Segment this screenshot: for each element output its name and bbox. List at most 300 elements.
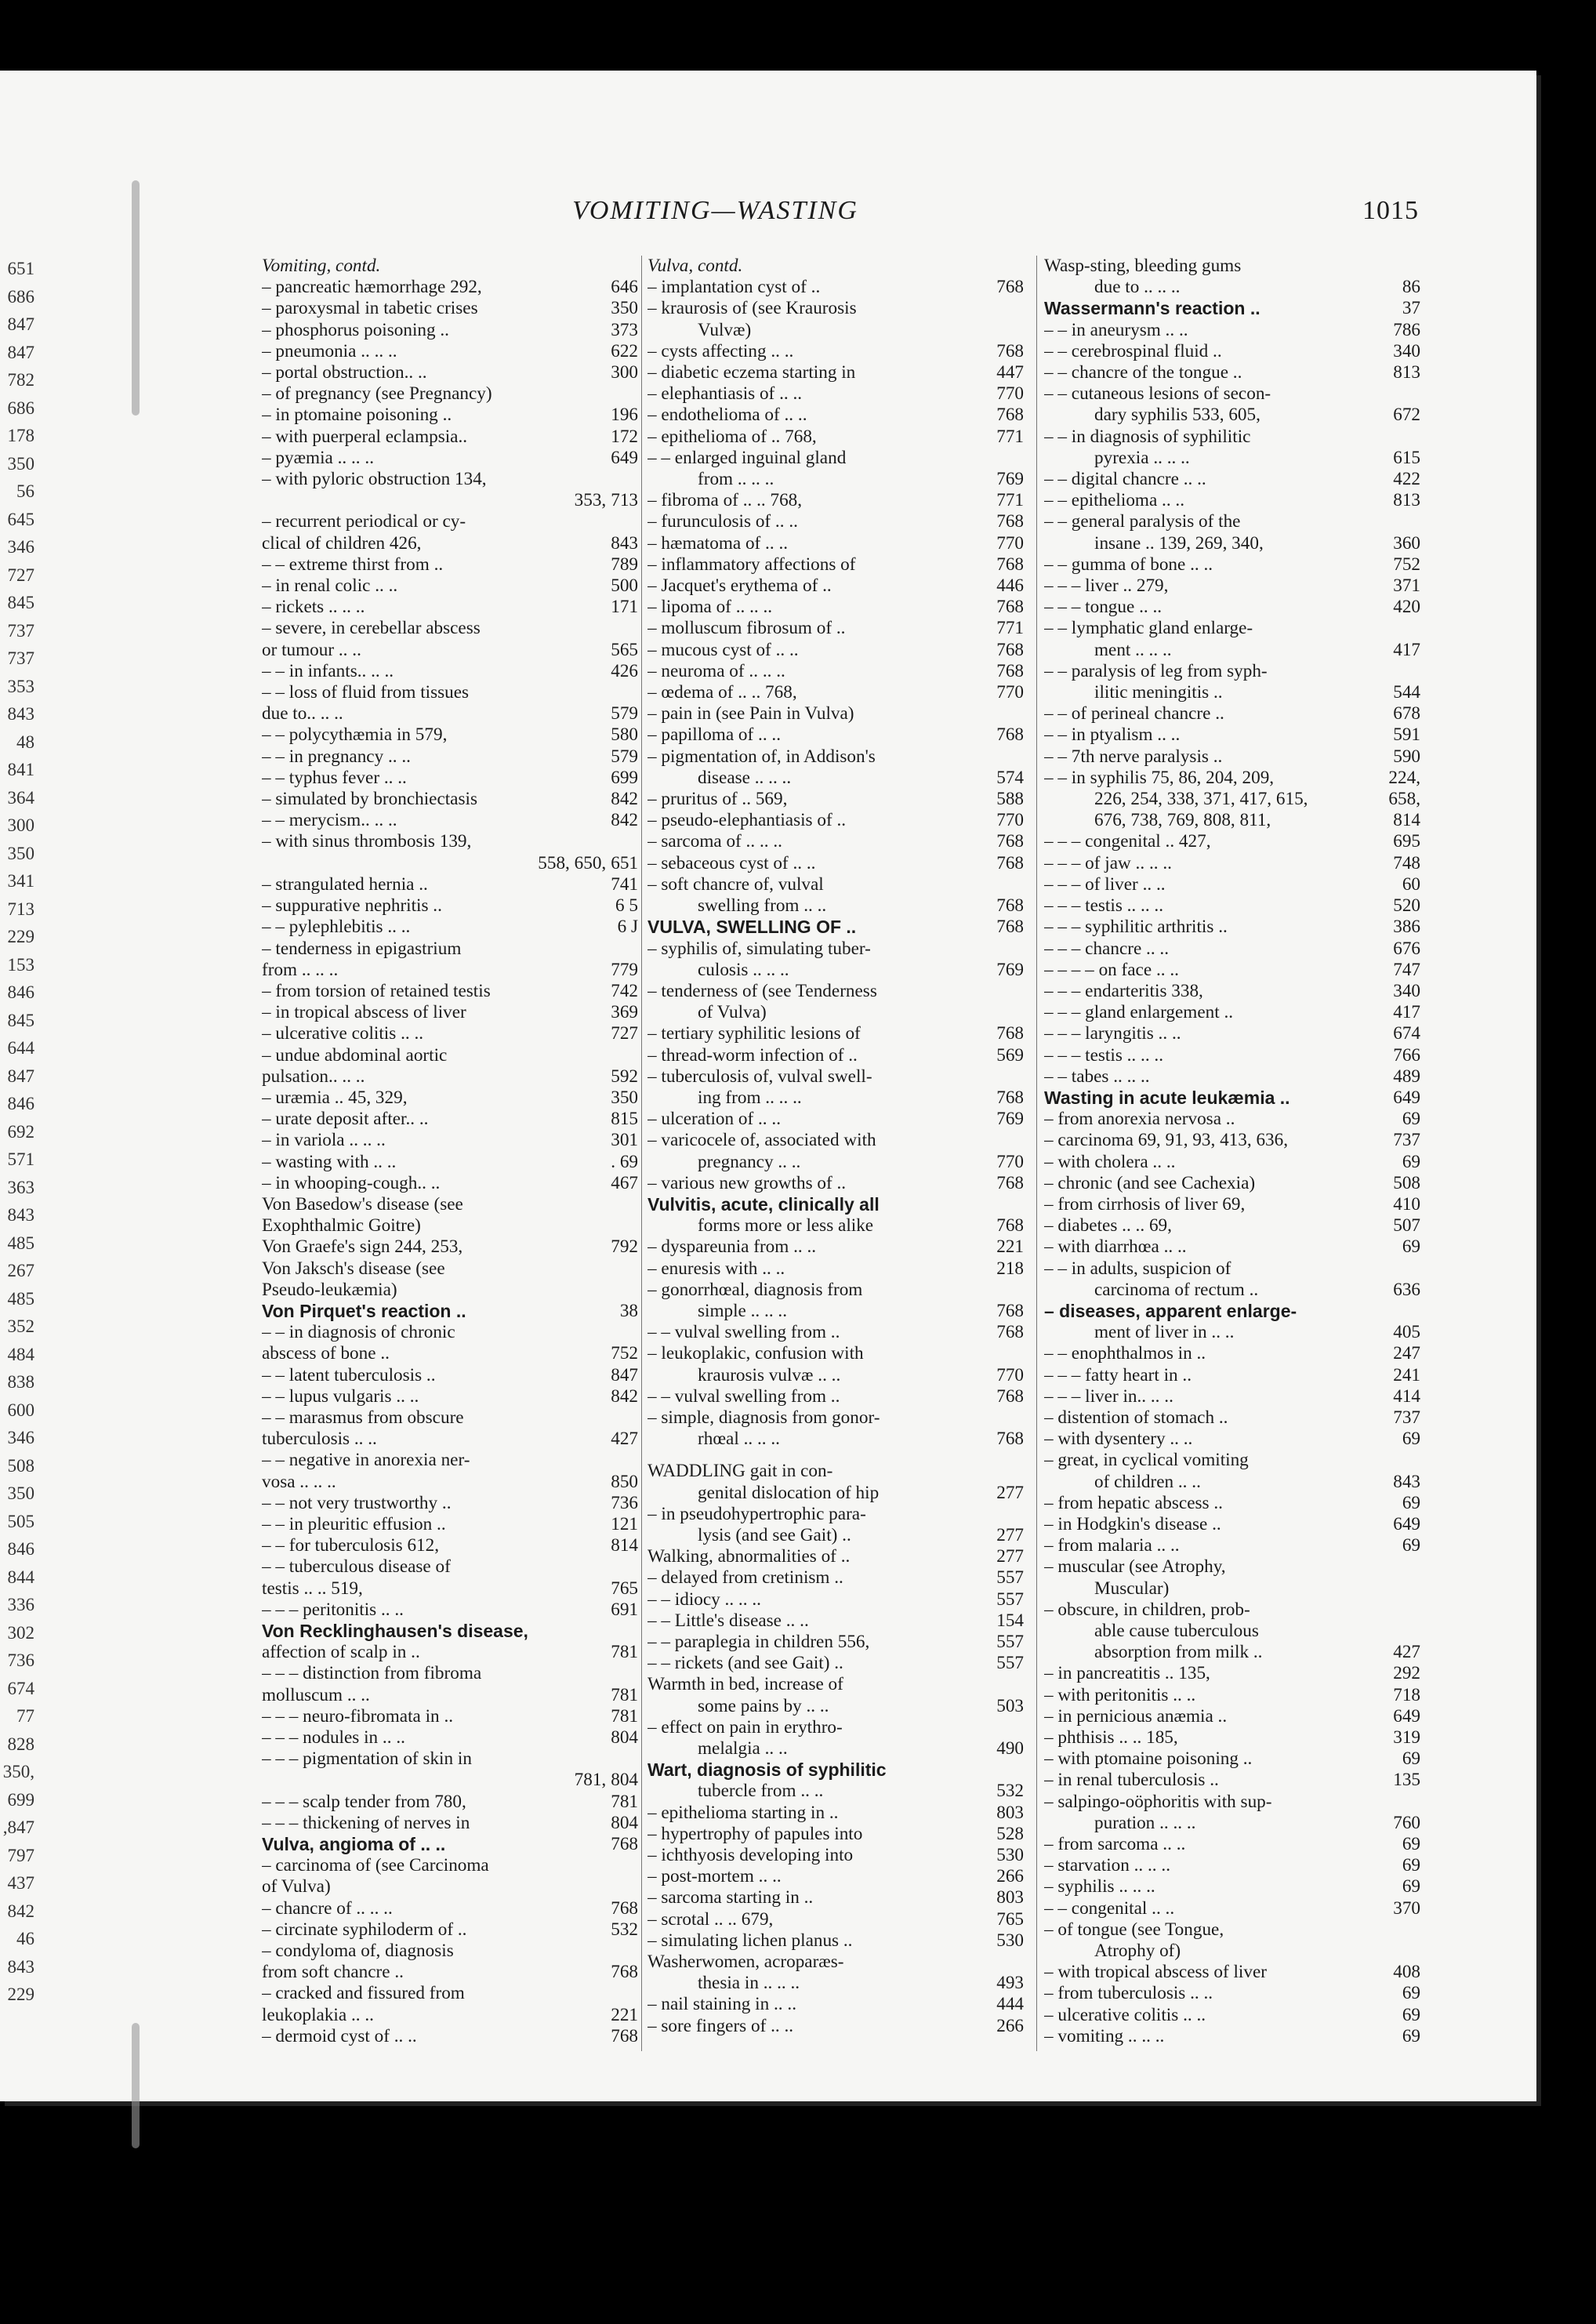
index-entry	[262, 1386, 638, 1407]
entry-text: – fibroma of .. .. 768,	[647, 490, 803, 511]
index-entry	[1044, 490, 1420, 511]
entry-text: – – typhus fever .. ..	[262, 767, 407, 788]
index-entry	[262, 1236, 638, 1258]
index-entry	[1044, 831, 1420, 852]
index-entry	[647, 1152, 1024, 1173]
index-entry	[262, 1983, 638, 2004]
index-entry	[1044, 256, 1420, 277]
gutter-number: 845	[7, 593, 34, 612]
entry-page-ref: 69	[1402, 1429, 1420, 1450]
entry-text: – from anorexia nervosa ..	[1044, 1109, 1235, 1130]
gutter-number: 346	[7, 537, 34, 557]
entry-page-ref: 748	[1393, 852, 1420, 873]
index-entry	[647, 1236, 1024, 1258]
entry-page-ref: 678	[1393, 703, 1420, 724]
index-entry	[647, 341, 1024, 362]
entry-text: – with puerperal eclampsia..	[262, 426, 468, 447]
entry-page-ref	[1416, 1578, 1420, 1600]
entry-text: Von Basedow's disease (see	[262, 1193, 463, 1215]
entry-text: – great, in cyclical vomiting	[1044, 1450, 1249, 1471]
gutter-number: 508	[7, 1455, 34, 1476]
index-entry	[1044, 1002, 1420, 1023]
index-entry	[647, 576, 1024, 597]
index-entry	[647, 853, 1024, 874]
entry-text: – diseases, apparent enlarge-	[1044, 1300, 1297, 1321]
entry-text: – uræmia .. 45, 329,	[262, 1087, 408, 1108]
index-entry	[647, 362, 1024, 383]
index-entry	[262, 533, 638, 554]
entry-text: – syphilis of, simulating tuber-	[647, 938, 871, 959]
index-entry	[262, 1770, 638, 1791]
entry-page-ref: 843	[611, 532, 638, 554]
entry-page-ref: 814	[1393, 810, 1420, 831]
entry-text: vosa .. .. ..	[262, 1471, 336, 1492]
entry-text: – – latent tuberculosis ..	[262, 1364, 436, 1385]
index-entry	[1044, 277, 1420, 298]
entry-text: absorption from milk ..	[1094, 1642, 1263, 1663]
gutter-number: 843	[7, 704, 34, 724]
index-entry	[647, 1504, 1024, 1525]
index-entry	[1044, 1152, 1420, 1173]
entry-page-ref: 768	[996, 639, 1024, 660]
column-rule	[1036, 256, 1037, 2051]
entry-page-ref: 768	[996, 724, 1024, 746]
entry-page-ref: 768	[996, 895, 1024, 917]
index-column-2	[647, 256, 1024, 2037]
entry-page-ref: 768	[996, 277, 1024, 298]
entry-text: – pain in (see Pain in Vulva)	[647, 703, 854, 724]
entry-page-ref: 60	[1402, 873, 1420, 895]
entry-text: of Vulva)	[262, 1876, 331, 1897]
entry-page-ref: 69	[1402, 1492, 1420, 1513]
running-title: VOMITING—WASTING	[572, 196, 858, 225]
entry-page-ref	[1019, 256, 1024, 277]
index-entry	[1044, 1792, 1420, 1813]
entry-text: ment .. .. ..	[1094, 639, 1172, 660]
index-entry	[262, 341, 638, 362]
entry-page-ref: 768	[996, 1385, 1024, 1407]
entry-page-ref: 69	[1402, 1876, 1420, 1897]
entry-text: – ichthyosis developing into	[647, 1845, 854, 1866]
entry-page-ref	[1019, 874, 1024, 895]
gutter-number: 843	[7, 1205, 34, 1225]
index-entry	[1044, 448, 1420, 469]
index-column-3	[1044, 256, 1420, 2047]
entry-text: of Vulva)	[698, 1002, 767, 1023]
entry-text: – pigmentation of, in Addison's	[647, 746, 876, 767]
entry-page-ref: 490	[996, 1738, 1024, 1759]
entry-page-ref	[633, 1855, 638, 1876]
index-entry	[262, 320, 638, 341]
index-entry	[647, 554, 1024, 576]
entry-text: – undue abdominal aortic	[262, 1044, 448, 1066]
index-entry	[262, 362, 638, 383]
index-entry	[647, 1803, 1024, 1824]
entry-page-ref	[633, 682, 638, 703]
entry-text: – kraurosis of (see Kraurosis	[647, 298, 857, 319]
entry-page-ref	[633, 1045, 638, 1066]
entry-page-ref: 69	[1402, 1109, 1420, 1130]
entry-text: – portal obstruction.. ..	[262, 362, 427, 383]
index-entry	[1044, 618, 1420, 639]
index-entry	[1044, 1322, 1420, 1343]
index-entry	[1044, 1472, 1420, 1493]
entry-text: – – vulval swelling from ..	[647, 1385, 840, 1407]
index-entry	[262, 1727, 638, 1748]
index-entry	[647, 383, 1024, 405]
entry-text: – – – – on face .. ..	[1044, 959, 1179, 980]
index-entry	[262, 874, 638, 895]
index-entry	[1044, 981, 1420, 1002]
entry-page-ref: 508	[1393, 1172, 1420, 1193]
index-entry	[647, 405, 1024, 426]
entry-page-ref: 649	[611, 447, 638, 468]
entry-page-ref: 727	[611, 1023, 638, 1044]
index-entry	[1044, 1130, 1420, 1151]
index-entry	[647, 1717, 1024, 1738]
entry-page-ref: 768	[996, 1087, 1024, 1108]
index-entry	[262, 298, 638, 319]
entry-text: – Jacquet's erythema of ..	[647, 576, 832, 597]
entry-page-ref: 417	[1393, 639, 1420, 660]
gutter-number: 353	[7, 676, 34, 696]
entry-page-ref: 768	[611, 2025, 638, 2046]
index-entry	[1044, 874, 1420, 895]
entry-text: Von Pirquet's reaction ..	[262, 1300, 466, 1321]
entry-text: – – cutaneous lesions of secon-	[1044, 383, 1271, 405]
entry-page-ref: 530	[996, 1845, 1024, 1866]
entry-text: – – extreme thirst from ..	[262, 554, 444, 575]
gutter-number: 651	[7, 259, 34, 278]
entry-page-ref: 813	[1393, 362, 1420, 383]
entry-page-ref: 224,	[1388, 767, 1420, 788]
index-entry	[647, 1365, 1024, 1386]
entry-text: – dyspareunia from .. ..	[647, 1236, 817, 1258]
entry-page-ref: 768	[611, 1834, 638, 1855]
entry-page-ref: 770	[996, 1151, 1024, 1172]
entry-text: insane .. 139, 269, 340,	[1094, 532, 1264, 554]
entry-text: Vulvæ)	[698, 319, 752, 340]
entry-page-ref	[1416, 1792, 1420, 1813]
index-entry	[1044, 1621, 1420, 1642]
index-entry	[262, 1173, 638, 1194]
gutter-number: 846	[7, 1094, 34, 1113]
entry-text: – soft chancre of, vulval	[647, 873, 824, 895]
index-entry	[262, 1535, 638, 1556]
gutter-number: 841	[7, 760, 34, 779]
gutter-number: 686	[7, 398, 34, 418]
entry-page-ref	[633, 1556, 638, 1578]
entry-text: – varicocele of, associated with	[647, 1130, 876, 1151]
entry-text: – in whooping-cough.. ..	[262, 1172, 441, 1193]
entry-page-ref	[633, 511, 638, 532]
index-entry	[647, 511, 1024, 532]
index-entry	[1044, 1258, 1420, 1280]
entry-page-ref: 804	[611, 1770, 638, 1791]
index-entry	[1044, 1642, 1420, 1663]
entry-text: – in variola .. .. ..	[262, 1130, 386, 1151]
entry-text: – hæmatoma of .. ..	[647, 532, 789, 554]
index-entry	[647, 1738, 1024, 1759]
entry-page-ref: 69	[1402, 1236, 1420, 1258]
entry-page-ref	[633, 469, 638, 490]
index-entry	[647, 682, 1024, 703]
index-entry	[1044, 1727, 1420, 1748]
index-entry	[647, 1674, 1024, 1695]
index-entry	[262, 511, 638, 532]
entry-text: – from hepatic abscess ..	[1044, 1492, 1223, 1513]
entry-text: Vulva, angioma of .. ..	[262, 1834, 446, 1855]
entry-text: 676, 738, 769, 808, 811,	[1094, 810, 1271, 831]
entry-page-ref	[633, 1450, 638, 1471]
index-entry	[1044, 1535, 1420, 1556]
entry-page-ref: 408	[1393, 1962, 1420, 1983]
index-entry	[647, 874, 1024, 895]
index-entry	[262, 1792, 638, 1813]
index-entry	[647, 1483, 1024, 1504]
entry-page-ref	[1416, 511, 1420, 532]
gutter-number: 350	[7, 843, 34, 863]
entry-text: – – not very trustworthy ..	[262, 1492, 452, 1513]
gutter-number: 350	[7, 1483, 34, 1503]
entry-text: Wassermann's reaction ..	[1044, 298, 1260, 319]
index-entry	[262, 1919, 638, 1941]
index-entry	[262, 1962, 638, 1983]
index-entry	[262, 768, 638, 789]
entry-text: – tenderness of (see Tenderness	[647, 980, 877, 1001]
index-entry	[647, 1632, 1024, 1653]
entry-page-ref	[1019, 703, 1024, 724]
entry-page-ref: 69	[1402, 1834, 1420, 1855]
entry-page-ref	[633, 1322, 638, 1343]
entry-page-ref: 574	[996, 767, 1024, 788]
index-entry	[1044, 1088, 1420, 1109]
entry-text: – ulceration of .. ..	[647, 1109, 781, 1130]
index-entry	[262, 448, 638, 469]
entry-page-ref: 737	[1393, 1407, 1420, 1428]
gutter-number: 437	[7, 1873, 34, 1893]
gutter-number: 571	[7, 1149, 34, 1169]
entry-text: – – in pleuritic effusion ..	[262, 1513, 446, 1534]
index-entry	[262, 554, 638, 576]
index-entry	[262, 2026, 638, 2047]
index-entry	[262, 277, 638, 298]
gutter-number: 153	[7, 954, 34, 975]
entry-text: – from malaria .. ..	[1044, 1535, 1180, 1556]
entry-text: – – enlarged inguinal gland	[647, 447, 847, 468]
index-entry	[1044, 1365, 1420, 1386]
entry-text: – pneumonia .. .. ..	[262, 340, 397, 361]
gutter-number: 600	[7, 1400, 34, 1420]
entry-text: – – – gland enlargement ..	[1044, 1002, 1234, 1023]
index-entry	[262, 1407, 638, 1429]
entry-page-ref: 417	[1393, 1002, 1420, 1023]
entry-text: – rickets .. .. ..	[262, 597, 365, 618]
entry-text: Wart, diagnosis of syphilitic	[647, 1759, 887, 1781]
index-entry	[262, 853, 638, 874]
entry-text: 558, 650,	[538, 852, 607, 873]
entry-text: – – – liver in.. .. ..	[1044, 1385, 1173, 1407]
index-entry	[647, 277, 1024, 298]
entry-text: molluscum .. ..	[262, 1684, 370, 1705]
index-entry	[647, 320, 1024, 341]
entry-page-ref: 760	[1393, 1812, 1420, 1833]
entry-text: – endothelioma of .. ..	[647, 405, 807, 426]
index-entry	[262, 831, 638, 852]
entry-page-ref: 386	[1393, 917, 1420, 938]
gutter-number: 505	[7, 1511, 34, 1531]
entry-page-ref: 781	[611, 1684, 638, 1705]
gutter-number: 737	[7, 648, 34, 668]
index-entry	[647, 1322, 1024, 1343]
entry-page-ref: 792	[611, 1236, 638, 1258]
entry-page-ref: 768	[996, 340, 1024, 361]
entry-text: from .. .. ..	[698, 469, 774, 490]
entry-text: – – general paralysis of the	[1044, 511, 1241, 532]
entry-page-ref	[1416, 1258, 1420, 1280]
entry-page-ref: 768	[996, 831, 1024, 852]
gutter-number: 844	[7, 1567, 34, 1587]
entry-text: – – tabes .. .. ..	[1044, 1066, 1150, 1087]
entry-page-ref	[1019, 1759, 1024, 1781]
index-entry	[647, 768, 1024, 789]
index-entry	[647, 1194, 1024, 1215]
index-entry	[647, 831, 1024, 852]
entry-page-ref: 769	[996, 959, 1024, 980]
index-entry	[647, 1994, 1024, 2015]
entry-page-ref: 646	[611, 277, 638, 298]
entry-page-ref: 528	[996, 1823, 1024, 1844]
entry-text: – – in ptyalism .. ..	[1044, 724, 1181, 746]
entry-text: – – – endarteritis 338,	[1044, 980, 1203, 1001]
index-entry	[647, 1546, 1024, 1567]
entry-text: – in tropical abscess of liver	[262, 1002, 466, 1023]
entry-text: able cause tuberculous	[1094, 1621, 1259, 1641]
entry-text: – recurrent periodical or cy-	[262, 511, 466, 532]
page-fold-mark	[132, 2023, 140, 2148]
entry-page-ref: 752	[611, 1343, 638, 1364]
index-entry	[262, 1023, 638, 1044]
index-entry	[262, 661, 638, 682]
entry-page-ref: 579	[611, 746, 638, 767]
entry-text: pulsation.. .. ..	[262, 1066, 365, 1087]
entry-text: – starvation .. .. ..	[1044, 1855, 1170, 1876]
index-entry	[1044, 661, 1420, 682]
entry-page-ref: 426	[611, 660, 638, 681]
entry-page-ref: 350	[611, 298, 638, 319]
entry-page-ref: 651	[611, 852, 638, 873]
entry-page-ref: 69	[1402, 1151, 1420, 1172]
entry-page-ref: 277	[996, 1546, 1024, 1567]
index-entry	[647, 1130, 1024, 1151]
index-entry	[1044, 682, 1420, 703]
index-entry	[262, 1450, 638, 1471]
entry-text: – syphilis .. .. ..	[1044, 1876, 1155, 1897]
entry-text: – – – fatty heart in ..	[1044, 1364, 1192, 1385]
index-entry	[647, 298, 1024, 319]
index-entry	[1044, 1556, 1420, 1578]
entry-page-ref: 741	[611, 873, 638, 895]
entry-text: – from cirrhosis of liver 69,	[1044, 1193, 1246, 1215]
entry-text: – – polycythæmia in 579,	[262, 724, 448, 746]
entry-page-ref: 768	[996, 1172, 1024, 1193]
entry-text: affection of scalp in ..	[262, 1642, 420, 1663]
index-entry	[262, 1322, 638, 1343]
entry-page-ref: 427	[1393, 1642, 1420, 1663]
page-header	[259, 196, 1419, 227]
entry-text: – – vulval swelling from ..	[647, 1322, 840, 1343]
entry-text: – – Little's disease .. ..	[647, 1610, 809, 1631]
entry-page-ref: 171	[611, 597, 638, 618]
index-entry	[1044, 703, 1420, 724]
entry-text: – in pancreatitis .. 135,	[1044, 1663, 1210, 1684]
gutter-number: 229	[7, 1984, 34, 2004]
entry-page-ref: 370	[1393, 1897, 1420, 1919]
entry-text: pregnancy .. ..	[698, 1151, 801, 1172]
entry-page-ref: 221	[611, 2004, 638, 2025]
entry-text: – paroxysmal in tabetic crises	[262, 298, 478, 319]
entry-text: – – in adults, suspicion of	[1044, 1258, 1231, 1279]
entry-page-ref: 360	[1393, 532, 1420, 554]
entry-page-ref: 277	[996, 1524, 1024, 1545]
gutter-number: 782	[7, 370, 34, 390]
entry-page-ref: 771	[996, 426, 1024, 447]
entry-text: puration .. .. ..	[1094, 1812, 1196, 1833]
entry-text: – – enophthalmos in ..	[1044, 1343, 1206, 1364]
entry-text: – papilloma of .. ..	[647, 724, 782, 746]
entry-page-ref: 770	[996, 1364, 1024, 1385]
entry-page-ref	[1019, 939, 1024, 960]
index-entry	[1044, 1941, 1420, 1962]
entry-text: – neuroma of .. .. ..	[647, 660, 785, 681]
entry-text: Wasp-sting, bleeding gums	[1044, 256, 1242, 276]
index-entry	[262, 1215, 638, 1236]
entry-page-ref: 649	[1393, 1087, 1420, 1108]
index-entry	[1044, 341, 1420, 362]
entry-text: simple .. .. ..	[698, 1300, 788, 1321]
entry-text: – in ptomaine poisoning ..	[262, 405, 452, 426]
entry-text: – – in aneurysm .. ..	[1044, 319, 1188, 340]
gutter-number: 699	[7, 1789, 34, 1810]
entry-text: – epithelioma of .. 768,	[647, 426, 817, 447]
entry-page-ref: 649	[1393, 1705, 1420, 1727]
entry-text: – – epithelioma .. ..	[1044, 490, 1185, 511]
entry-text: – salpingo-oöphoritis with sup-	[1044, 1791, 1272, 1812]
entry-text: – from tuberculosis .. ..	[1044, 1983, 1213, 2004]
index-entry	[262, 1834, 638, 1855]
entry-page-ref	[633, 1407, 638, 1429]
entry-text: – vomiting .. .. ..	[1044, 2025, 1165, 2046]
gutter-number: 229	[7, 927, 34, 946]
entry-text: – – – neuro-fibromata in ..	[262, 1705, 454, 1727]
index-entry	[262, 1280, 638, 1301]
entry-text: – enuresis with .. ..	[647, 1258, 785, 1279]
entry-text: – – – tongue .. ..	[1044, 597, 1163, 618]
entry-text: – in renal colic .. ..	[262, 576, 398, 597]
entry-page-ref: 410	[1393, 1193, 1420, 1215]
gutter-number: 845	[7, 1010, 34, 1030]
entry-text: – œdema of .. .. 768,	[647, 682, 797, 703]
entry-text: – – negative in anorexia ner-	[262, 1450, 470, 1471]
index-entry	[647, 597, 1024, 618]
page-fold-mark	[132, 180, 140, 416]
index-entry	[647, 1173, 1024, 1194]
entry-text: Walking, abnormalities of ..	[647, 1546, 851, 1567]
index-entry	[262, 1152, 638, 1173]
entry-page-ref: 713	[611, 490, 638, 511]
entry-text: Warmth in bed, increase of	[647, 1674, 843, 1695]
index-entry	[647, 895, 1024, 917]
